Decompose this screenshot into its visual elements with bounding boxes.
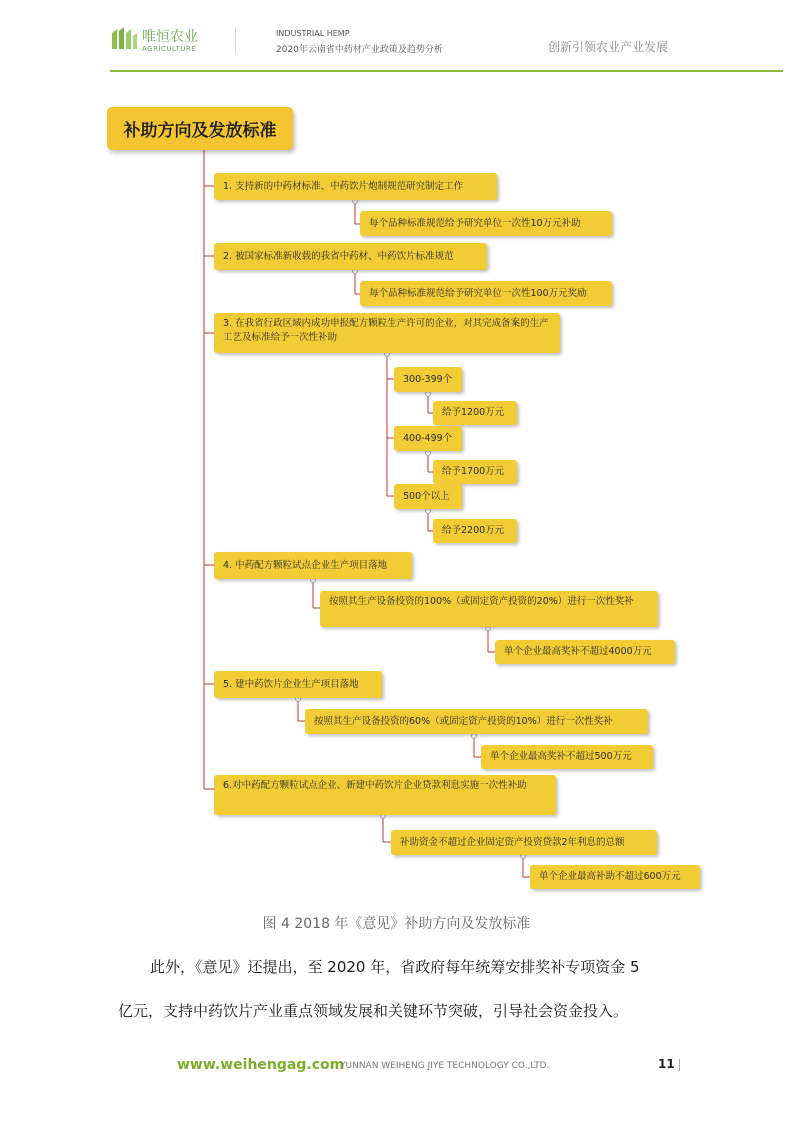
mindmap-node-2: 2. 被国家标准新收载的我省中药材、中药饮片标准规范 bbox=[214, 243, 487, 270]
mindmap-node-3-award-3: 给予2200万元 bbox=[433, 519, 517, 543]
mindmap-node-6-cap: 单个企业最高补助不超过600万元 bbox=[530, 865, 700, 889]
mindmap-node-5: 5. 建中药饮片企业生产项目落地 bbox=[214, 671, 382, 698]
brand-name: 唯恒农业 bbox=[142, 29, 198, 45]
mindmap-node-4-cap: 单个企业最高奖补不超过4000万元 bbox=[495, 640, 675, 664]
mindmap-node-3: 3. 在我省行政区域内成功申报配方颗粒生产许可的企业，对其完成备案的生产工艺及标准给予一次性补助 bbox=[214, 313, 560, 353]
mindmap-node-3-range-1: 300-399个 bbox=[394, 367, 462, 392]
mindmap-node-6-detail: 补助资金不超过企业固定资产投资贷款2年利息的总额 bbox=[391, 830, 657, 855]
mindmap-node-3-award-2: 给予1700万元 bbox=[433, 460, 517, 484]
mindmap-node-1: 1. 支持新的中药材标准、中药饮片炮制规范研究制定工作 bbox=[214, 173, 497, 200]
mindmap-node-4-detail: 按照其生产设备投资的100%（或固定资产投资的20%）进行一次性奖补 bbox=[320, 591, 658, 627]
mindmap-node-4: 4. 中药配方颗粒试点企业生产项目落地 bbox=[214, 552, 412, 579]
mindmap-node-3-range-2: 400-499个 bbox=[394, 426, 462, 451]
mindmap-root: 补助方向及发放标准 bbox=[107, 107, 293, 150]
footer-company: YUNNAN WEIHENG JIYE TECHNOLOGY CO.,LTD. bbox=[340, 1061, 550, 1071]
header-slogan: 创新引领农业产业发展 bbox=[547, 40, 668, 54]
page-number: 11 bbox=[658, 1057, 675, 1071]
header-subtitle-cn: 2020年云南省中药材产业政策及趋势分析 bbox=[276, 45, 443, 55]
mindmap-node-2-detail: 每个品种标准规范给予研究单位一次性100万元奖励 bbox=[360, 281, 612, 306]
mindmap-node-5-cap: 单个企业最高奖补不超过500万元 bbox=[481, 745, 653, 769]
body-paragraph-line-1: 此外，《意见》还提出，至 2020 年，省政府每年统筹安排奖补专项资金 5 bbox=[150, 958, 640, 976]
mindmap-node-5-detail: 按照其生产设备投资的60%（或固定资产投资的10%）进行一次性奖补 bbox=[305, 709, 648, 734]
mindmap-node-3-award-1: 给予1200万元 bbox=[433, 401, 517, 425]
footer-divider bbox=[679, 1059, 680, 1071]
body-paragraph-line-2: 亿元，支持中药饮片产业重点领域发展和关键环节突破，引导社会资金投入。 bbox=[118, 1002, 629, 1020]
mindmap-node-3-range-3: 500个以上 bbox=[394, 484, 462, 509]
figure-caption: 图 4 2018 年《意见》补助方向及发放标准 bbox=[262, 916, 531, 932]
mindmap-node-1-detail: 每个品种标准规范给予研究单位一次性10万元补助 bbox=[360, 211, 612, 236]
header-subtitle-en: INDUSTRIAL HEMP bbox=[276, 29, 350, 38]
footer-website-link[interactable]: www.weihengag.com bbox=[177, 1057, 345, 1073]
brand-name-en: AGRICULTURE bbox=[142, 45, 197, 53]
mindmap-node-6: 6.对中药配方颗粒试点企业、新建中药饮片企业贷款利息实施一次性补助 bbox=[214, 775, 556, 815]
